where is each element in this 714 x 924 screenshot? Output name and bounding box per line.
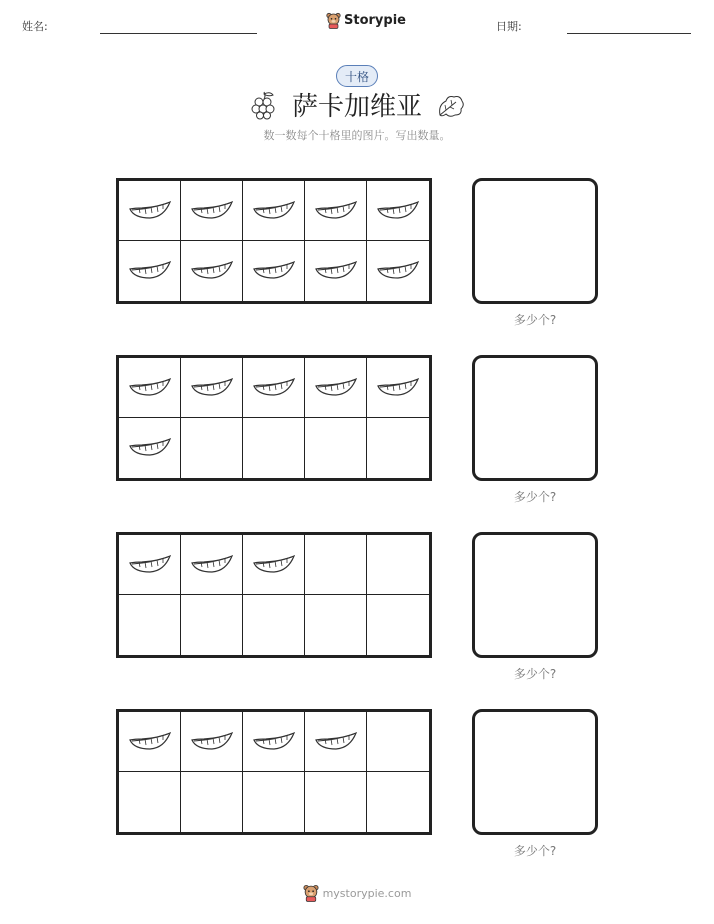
date-field[interactable] xyxy=(567,33,691,34)
canoe-icon xyxy=(314,257,358,285)
ten-frame-cell xyxy=(367,535,429,595)
ten-frame-cell xyxy=(305,241,367,301)
canoe-icon xyxy=(252,374,296,402)
canoe-icon xyxy=(314,374,358,402)
ten-frame-cell xyxy=(181,712,243,772)
ten-frame-cell xyxy=(243,241,305,301)
bear-mascot-icon xyxy=(303,884,319,902)
ten-frame-cell xyxy=(305,535,367,595)
answer-prompt: 多少个? xyxy=(513,844,557,858)
ten-frame-cell xyxy=(305,358,367,418)
canoe-icon xyxy=(190,551,234,579)
name-field[interactable] xyxy=(100,33,257,34)
canoe-icon xyxy=(128,728,172,756)
canoe-icon xyxy=(128,434,172,462)
answer-box[interactable] xyxy=(472,709,598,835)
ten-frame-cell xyxy=(305,181,367,241)
ten-frame-cell xyxy=(243,358,305,418)
canoe-icon xyxy=(128,551,172,579)
canoe-icon xyxy=(376,374,420,402)
canoe-icon xyxy=(252,257,296,285)
ten-frame-cell xyxy=(367,181,429,241)
ten-frame-cell xyxy=(181,418,243,478)
canoe-icon xyxy=(190,197,234,225)
ten-frame xyxy=(116,178,432,304)
ten-frame-cell xyxy=(305,712,367,772)
ten-frame-cell xyxy=(119,595,181,655)
canoe-icon xyxy=(376,197,420,225)
canoe-icon xyxy=(314,728,358,756)
ten-frame xyxy=(116,709,432,835)
ten-frame-cell xyxy=(367,418,429,478)
answer-box[interactable] xyxy=(472,355,598,481)
ten-frame-cell xyxy=(367,358,429,418)
canoe-icon xyxy=(190,374,234,402)
instructions: 数一数每个十格里的图片。写出数量。 xyxy=(263,129,451,142)
ten-frame-cell xyxy=(181,241,243,301)
canoe-icon xyxy=(128,197,172,225)
ten-frame-cell xyxy=(243,418,305,478)
brand-name: Storypie xyxy=(344,13,406,28)
ten-frame-cell xyxy=(243,535,305,595)
ten-frame-cell xyxy=(119,535,181,595)
leaf-icon xyxy=(436,93,466,119)
canoe-icon xyxy=(252,728,296,756)
ten-frame-cell xyxy=(181,772,243,832)
ten-frame xyxy=(116,532,432,658)
bear-mascot-icon xyxy=(326,12,341,29)
brand-logo xyxy=(326,12,406,29)
answer-box[interactable] xyxy=(472,178,598,304)
canoe-icon xyxy=(128,257,172,285)
worksheet-title: 萨卡加维亚 xyxy=(291,92,422,122)
name-label: 姓名: xyxy=(22,20,48,33)
canoe-icon xyxy=(190,728,234,756)
ten-frame-cell xyxy=(367,712,429,772)
ten-frame-cell xyxy=(181,535,243,595)
footer xyxy=(0,884,714,902)
answer-box[interactable] xyxy=(472,532,598,658)
ten-frame-cell xyxy=(181,595,243,655)
ten-frame-cell xyxy=(181,181,243,241)
ten-frame-cell xyxy=(367,772,429,832)
ten-frame-cell xyxy=(367,241,429,301)
ten-frame-cell xyxy=(243,772,305,832)
ten-frame-cell xyxy=(367,595,429,655)
ten-frame-cell xyxy=(119,772,181,832)
answer-prompt: 多少个? xyxy=(513,313,557,327)
ten-frame-cell xyxy=(305,595,367,655)
ten-frame-cell xyxy=(119,358,181,418)
canoe-icon xyxy=(252,551,296,579)
canoe-icon xyxy=(376,257,420,285)
worksheet-type-badge: 十格 xyxy=(336,65,378,87)
canoe-icon xyxy=(314,197,358,225)
ten-frame xyxy=(116,355,432,481)
ten-frame-cell xyxy=(305,418,367,478)
ten-frame-cell xyxy=(119,418,181,478)
canoe-icon xyxy=(190,257,234,285)
canoe-icon xyxy=(128,374,172,402)
ten-frame-cell xyxy=(119,181,181,241)
ten-frame-cell xyxy=(243,595,305,655)
date-label: 日期: xyxy=(496,20,522,33)
ten-frame-cell xyxy=(305,772,367,832)
canoe-icon xyxy=(252,197,296,225)
ten-frame-cell xyxy=(119,712,181,772)
ten-frame-cell xyxy=(243,712,305,772)
answer-prompt: 多少个? xyxy=(513,490,557,504)
ten-frame-cell xyxy=(181,358,243,418)
ten-frame-cell xyxy=(243,181,305,241)
footer-url[interactable]: mystorypie.com xyxy=(322,886,412,900)
ten-frame-cell xyxy=(119,241,181,301)
answer-prompt: 多少个? xyxy=(513,667,557,681)
